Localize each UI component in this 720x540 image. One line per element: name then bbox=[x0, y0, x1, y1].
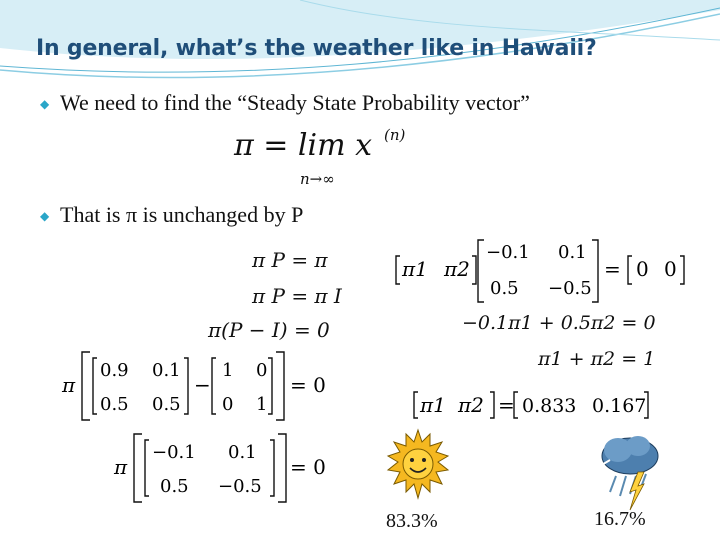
matrix-b-cell: 1 bbox=[256, 394, 268, 415]
system-m-cell: −0.5 bbox=[548, 278, 592, 299]
solution-value-sunny: 0.833 bbox=[522, 395, 577, 417]
matrix-a-cell: 0.9 bbox=[100, 360, 129, 381]
matrix-equation-2 bbox=[112, 430, 332, 506]
matrix-m-cell: 0.5 bbox=[160, 476, 189, 497]
solution-pi2: π2 bbox=[458, 393, 484, 417]
equation-pi-p: π P = π bbox=[252, 248, 328, 272]
row-vector-pi1: π1 bbox=[402, 257, 428, 281]
svg-text:=: = bbox=[498, 393, 515, 417]
matrix-b-cell: 1 bbox=[222, 360, 234, 381]
rain-cloud-icon bbox=[596, 430, 662, 512]
matrix-eq2-prefix: π bbox=[114, 455, 128, 479]
matrix-m-cell: 0.1 bbox=[228, 442, 257, 463]
matrix-b-cell: 0 bbox=[222, 394, 234, 415]
matrix-m-cell: −0.5 bbox=[218, 476, 262, 497]
matrix-b-cell: 0 bbox=[256, 360, 268, 381]
matrix-eq2-result: = 0 bbox=[290, 455, 326, 479]
system-m-cell: 0.5 bbox=[490, 278, 519, 299]
matrix-m-cell: −0.1 bbox=[152, 442, 196, 463]
matrix-equation-1 bbox=[60, 348, 340, 424]
bullet-text: We need to find the “Steady State Probability vector” bbox=[60, 90, 530, 115]
row-vector-pi2: π2 bbox=[444, 257, 470, 281]
system-m-cell: 0.1 bbox=[558, 242, 587, 263]
limit-subscript: n→∞ bbox=[300, 170, 335, 188]
right-matrix-system bbox=[390, 234, 700, 314]
rhs-zero: 0 bbox=[664, 257, 677, 281]
solution-value-rainy: 0.167 bbox=[592, 395, 647, 417]
svg-text:−: − bbox=[194, 373, 211, 397]
slide-title: In general, what’s the weather like in Hawaii? bbox=[36, 36, 597, 61]
system-m-cell: −0.1 bbox=[486, 242, 530, 263]
bullet-unchanged bbox=[40, 202, 303, 228]
matrix-a-cell: 0.5 bbox=[100, 394, 129, 415]
sunny-percentage: 83.3% bbox=[386, 510, 438, 532]
bullet-marker-icon: ◆ bbox=[40, 97, 50, 112]
limit-superscript: (n) bbox=[384, 126, 406, 144]
rainy-percentage: 16.7% bbox=[594, 508, 646, 530]
limit-lhs: π = lim x bbox=[234, 128, 373, 163]
solution-pi1: π1 bbox=[420, 393, 446, 417]
matrix-a-cell: 0.5 bbox=[152, 394, 181, 415]
bullet-marker-icon: ◆ bbox=[40, 209, 50, 224]
bullet-text: That is π is unchanged by P bbox=[60, 202, 304, 227]
rhs-zero: 0 bbox=[636, 257, 649, 281]
matrix-eq1-result: = 0 bbox=[290, 373, 326, 397]
equation-pi-p-minus-i: π(P − I) = 0 bbox=[208, 318, 330, 342]
sun-icon bbox=[386, 428, 450, 502]
bullet-steady-state bbox=[40, 90, 530, 116]
system-equation-1: −0.1π1 + 0.5π2 = 0 bbox=[462, 312, 656, 334]
matrix-a-cell: 0.1 bbox=[152, 360, 181, 381]
solution-vector bbox=[408, 386, 708, 426]
equation-pi-p-i: π P = π I bbox=[252, 284, 342, 308]
svg-text:=: = bbox=[604, 257, 621, 281]
system-equation-2: π1 + π2 = 1 bbox=[538, 348, 656, 370]
matrix-eq1-prefix: π bbox=[62, 373, 76, 397]
